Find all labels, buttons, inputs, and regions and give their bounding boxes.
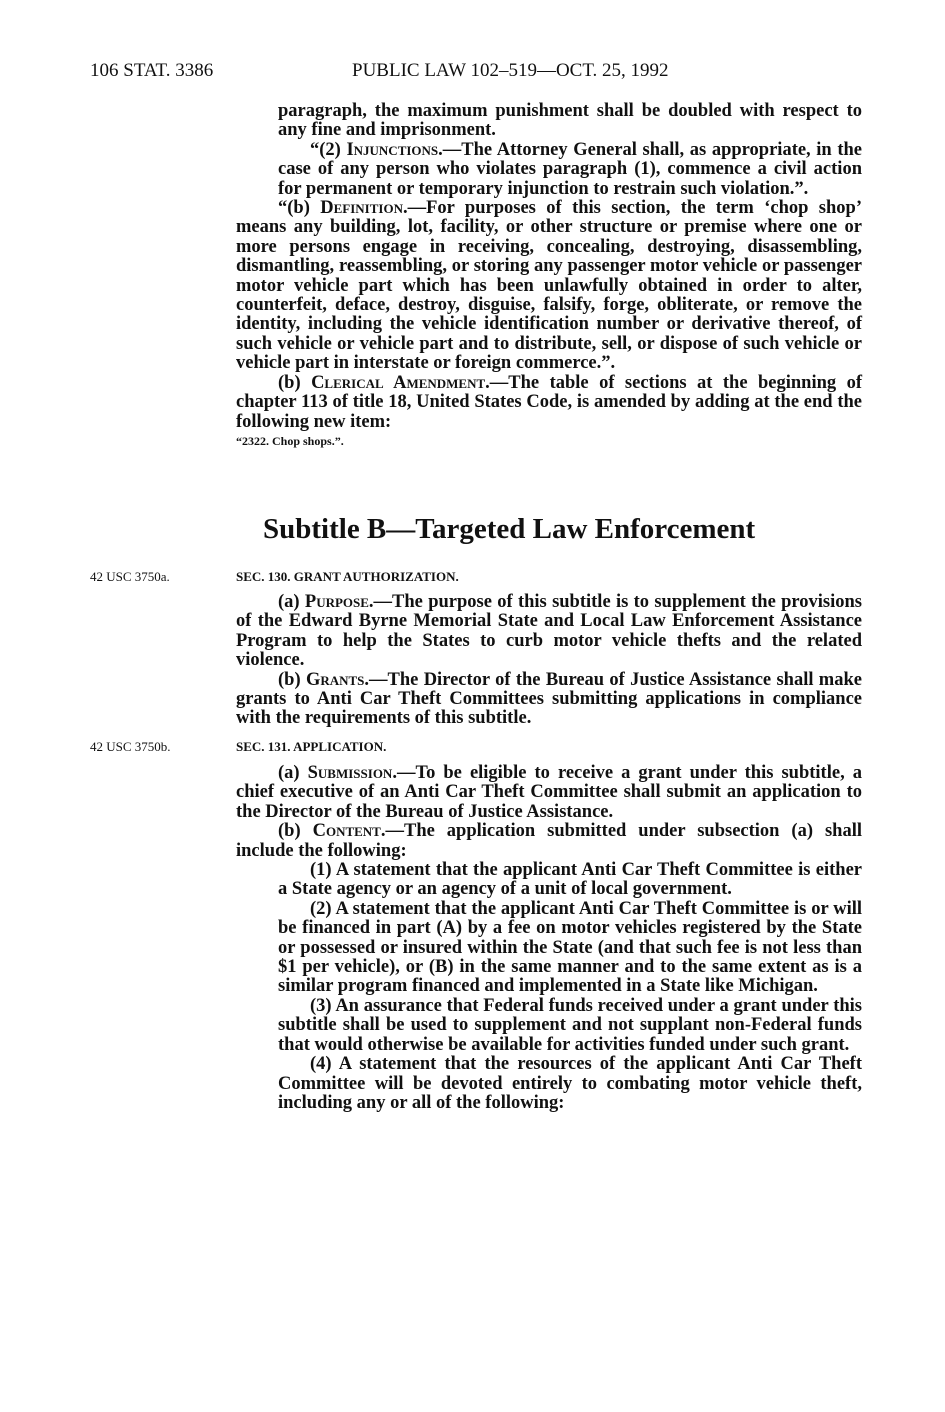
content-item-2: (2) A statement that the applicant Anti Car Theft Committee is or will be financed in part (A) by a fee on motor vehicles registered by the State or possessed or insured within the State (and that such fee is not less than $1 per vehicle), or (B) in the same manner and to the same extent as is a similar program financed and implemented in a State like Michigan. bbox=[278, 898, 862, 997]
injunctions-heading: Injunctions bbox=[346, 139, 439, 160]
purpose-number: (a) bbox=[278, 592, 305, 612]
purpose-heading: Purpose bbox=[304, 592, 369, 612]
purpose-body: .—The purpose of this subtitle is to supplement the provisions of the Edward Byrne Memorial State and Local Law Enforcement Assistance Program to help the States to curb motor vehicle thefts and the related violence. bbox=[236, 592, 862, 671]
paragraph-definition bbox=[236, 199, 862, 374]
content-body: .—The application submitted under subsection (a) shall include the following: bbox=[236, 821, 862, 861]
top-text-block bbox=[236, 102, 862, 451]
clerical-number: (b) bbox=[278, 372, 312, 393]
definition-number: “(b) bbox=[278, 198, 321, 219]
paragraph-clerical-amendment bbox=[236, 374, 862, 432]
paragraph-injunctions bbox=[236, 141, 862, 199]
grants-heading: Grants bbox=[305, 669, 365, 690]
section-131-heading: SEC. 131. APPLICATION. bbox=[236, 739, 387, 754]
margin-citation-3750b: 42 USC 3750b. bbox=[90, 739, 171, 754]
definition-heading: Definition bbox=[320, 198, 403, 219]
grants-number: (b) bbox=[278, 669, 306, 690]
paragraph-submission bbox=[236, 764, 862, 822]
public-law-citation: PUBLIC LAW 102–519—OCT. 25, 1992 bbox=[352, 60, 669, 81]
section-130-heading: SEC. 130. GRANT AUTHORIZATION. bbox=[236, 569, 459, 584]
content-heading: Content bbox=[312, 821, 381, 842]
content-item-4: (4) A statement that the resources of the applicant Anti Car Theft Committee will be devoted entirely to combating motor vehicle theft, including any or all of the following: bbox=[278, 1054, 862, 1113]
submission-heading: Submission bbox=[307, 763, 393, 783]
paragraph-purpose bbox=[236, 593, 862, 671]
content-item-3: (3) An assurance that Federal funds received under a grant under this subtitle shall be used to supplement and not supplant non-Federal funds that would otherwise be available for activities funded under such grant. bbox=[278, 995, 862, 1055]
content-item-1: (1) A statement that the applicant Anti Car Theft Committee is either a State agency or an agency of a unit of local government. bbox=[278, 860, 862, 900]
injunctions-body: .—The Attorney General shall, as appropriate, in the case of any person who violates paragraph (1), commence a civil action for permanent or temporary injunction to restrain such violation.”. bbox=[278, 139, 862, 199]
stat-page-number: 106 STAT. 3386 bbox=[90, 60, 214, 81]
page-header bbox=[90, 60, 850, 84]
submission-number: (a) bbox=[278, 763, 308, 783]
paragraph-content bbox=[236, 822, 862, 861]
submission-body: .—To be eligible to receive a grant under this subtitle, a chief executive of an Anti Car Theft Committee shall submit an application to the Director of the Bureau of Justice Assistance. bbox=[236, 763, 862, 822]
subtitle-heading: Subtitle B—Targeted Law Enforcement bbox=[263, 513, 756, 545]
definition-body: .—For purposes of this section, the term ‘chop shop’ means any building, lot, facility, or other structure or premise where one or more persons engage in receiving, concealing, destroying, disassembling, dismantling, reassembling, or storing any passenger motor vehicle or passenger motor vehicle part which has been unlawfully obtained in order to alter, counterfeit, deface, destroy, disguise, falsify, forge, obliterate, or remove the identity, including the vehicle identification number or derivative thereof, of such vehicle or vehicle part and to distribute, sell, or dispose of such vehicle or vehicle part in interstate or foreign commerce.”. bbox=[236, 198, 862, 374]
clerical-heading: Clerical Amendment bbox=[311, 372, 486, 393]
section-131-body bbox=[236, 764, 862, 1113]
content-number: (b) bbox=[278, 821, 313, 842]
injunctions-number: “(2) bbox=[310, 139, 347, 160]
clerical-body: .—The table of sections at the beginning of chapter 113 of title 18, United States Code, is amended by adding at the end the following new item: bbox=[236, 372, 862, 432]
new-section-item: “2322. Chop shops.”. bbox=[236, 433, 344, 448]
paragraph-continuation: paragraph, the maximum punishment shall be doubled with respect to any fine and imprisonment. bbox=[278, 101, 862, 141]
paragraph-grants bbox=[236, 671, 862, 729]
grants-body: .—The Director of the Bureau of Justice Assistance shall make grants to Anti Car Theft Committees submitting applications in compliance with the requirements of this subtitle. bbox=[236, 669, 862, 729]
section-130-body bbox=[236, 593, 862, 729]
margin-citation-3750a: 42 USC 3750a. bbox=[90, 569, 170, 584]
